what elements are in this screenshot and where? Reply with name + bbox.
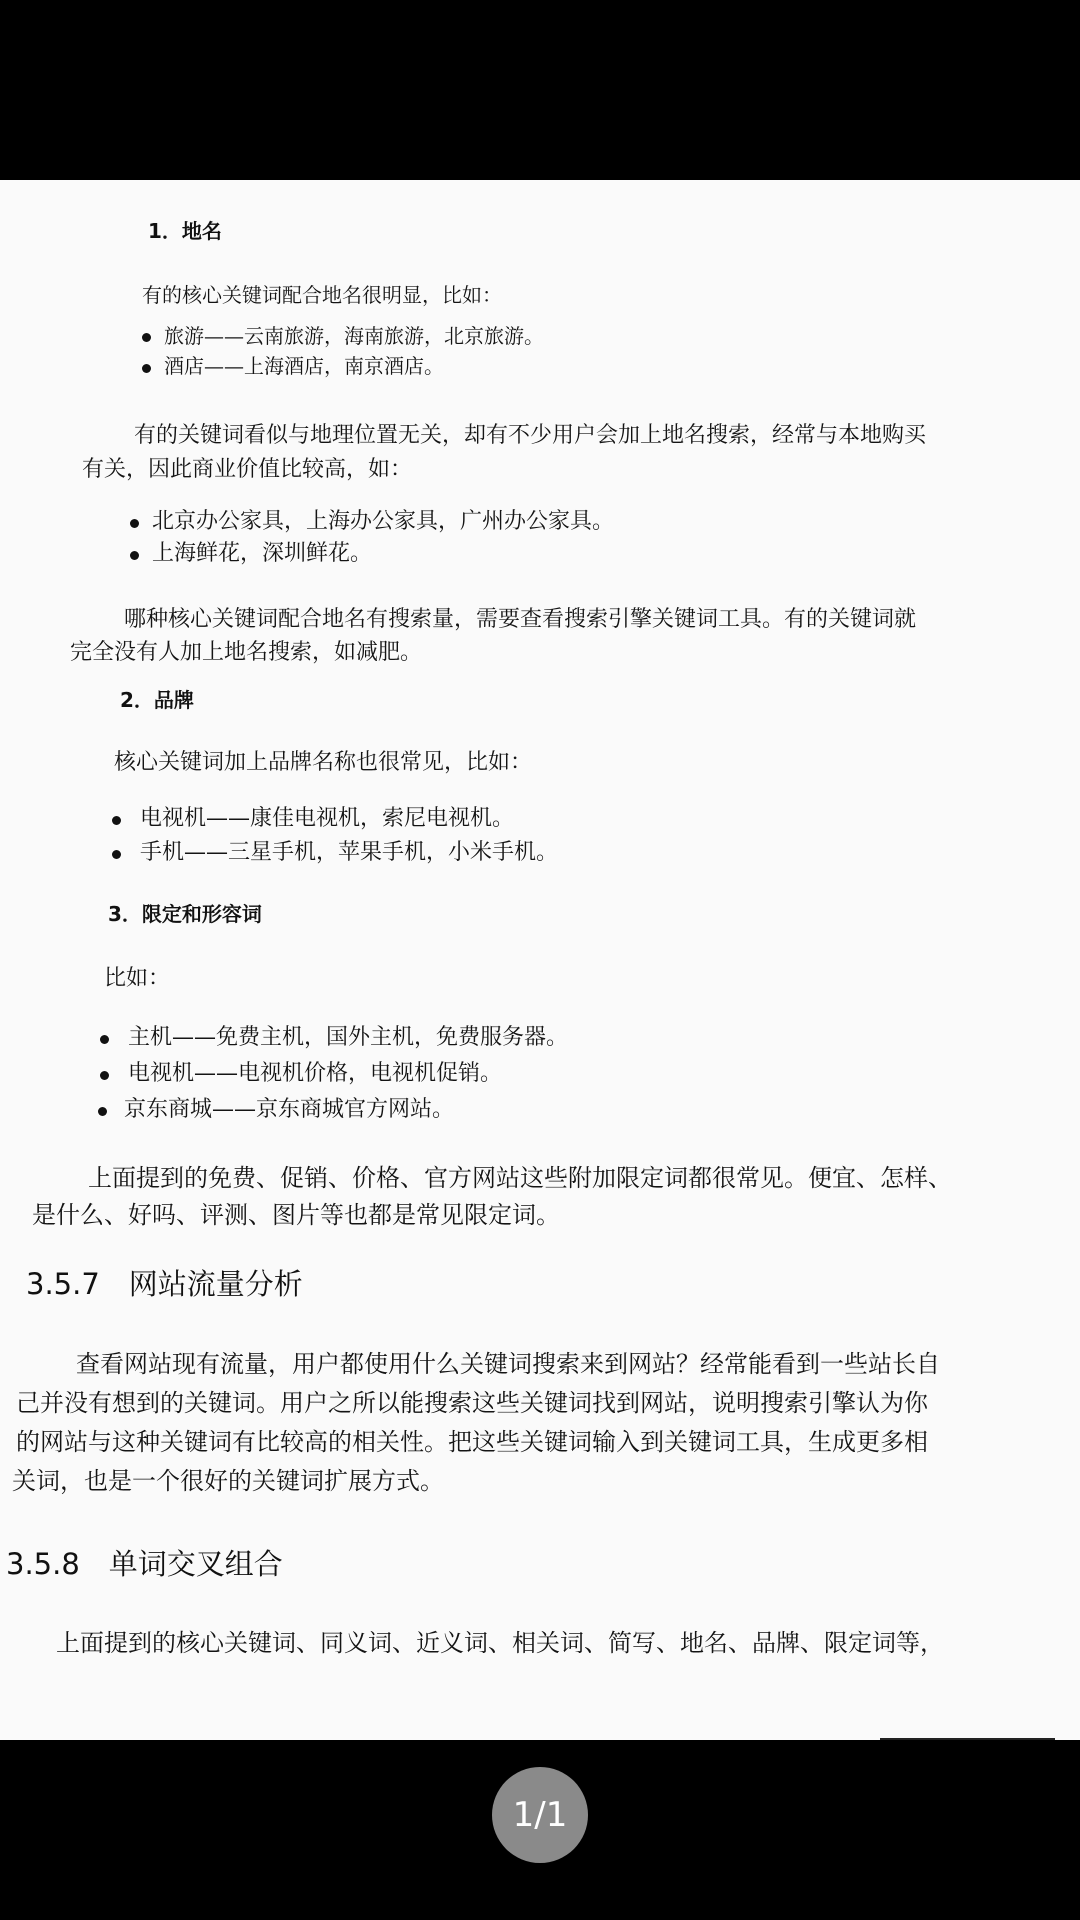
paragraph-line: 哪种核心关键词配合地名有搜索量，需要查看搜索引擎关键词工具。有的关键词就 xyxy=(124,607,917,632)
page-indicator[interactable]: 1/1 xyxy=(492,1767,588,1863)
paragraph-line: 有的核心关键词配合地名很明显，比如： xyxy=(142,283,502,307)
bullet-icon xyxy=(100,1071,109,1080)
paragraph-line: 核心关键词加上品牌名称也很常见，比如： xyxy=(114,750,533,775)
paragraph-line: 是什么、好吗、评测、图片等也都是常见限定词。 xyxy=(32,1201,560,1229)
paragraph-line: 比如： xyxy=(104,966,171,991)
list-item: 北京办公家具，上海办公家具，广州办公家具。 xyxy=(152,509,615,534)
list-item: 上海鲜花，深圳鲜花。 xyxy=(152,541,373,566)
list-item: 电视机——电视机价格，电视机促销。 xyxy=(128,1061,503,1086)
list-item: 旅游——云南旅游，海南旅游，北京旅游。 xyxy=(164,324,544,348)
bullet-icon xyxy=(130,551,139,560)
paragraph-line: 关词，也是一个很好的关键词扩展方式。 xyxy=(12,1467,444,1495)
list-item: 手机——三星手机，苹果手机，小米手机。 xyxy=(140,840,559,865)
bullet-icon xyxy=(130,519,139,528)
section-heading-357: 3.5.7 网站流量分析 xyxy=(26,1267,303,1301)
bullet-icon xyxy=(142,333,151,342)
subsection-title-qualifier: 3．限定和形容词 xyxy=(108,902,262,926)
page-bottom-rule xyxy=(880,1738,1055,1740)
bullet-icon xyxy=(112,850,121,859)
paragraph-line: 查看网站现有流量，用户都使用什么关键词搜索来到网站？经常能看到一些站长自 xyxy=(76,1350,940,1378)
paragraph-line: 的网站与这种关键词有比较高的相关性。把这些关键词输入到关键词工具，生成更多相 xyxy=(16,1428,928,1456)
paragraph-line: 有关，因此商业价值比较高，如： xyxy=(82,457,413,482)
document-page xyxy=(0,180,1080,1740)
list-item: 酒店——上海酒店，南京酒店。 xyxy=(164,354,444,378)
paragraph-line: 有的关键词看似与地理位置无关，却有不少用户会加上地名搜索，经常与本地购买 xyxy=(134,423,927,448)
bullet-icon xyxy=(142,364,151,373)
paragraph-line: 上面提到的核心关键词、同义词、近义词、相关词、简写、地名、品牌、限定词等， xyxy=(56,1629,944,1657)
paragraph-line: 上面提到的免费、促销、价格、官方网站这些附加限定词都很常见。便宜、怎样、 xyxy=(88,1164,952,1192)
list-item: 京东商城——京东商城官方网站。 xyxy=(124,1097,455,1122)
subsection-title-place: 1．地名 xyxy=(148,219,222,243)
bullet-icon xyxy=(112,816,121,825)
bullet-icon xyxy=(100,1035,109,1044)
list-item: 电视机——康佳电视机，索尼电视机。 xyxy=(140,806,515,831)
paragraph-line: 己并没有想到的关键词。用户之所以能搜索这些关键词找到网站，说明搜索引擎认为你 xyxy=(16,1389,928,1417)
list-item: 主机——免费主机，国外主机，免费服务器。 xyxy=(128,1025,569,1050)
section-heading-358: 3.5.8 单词交叉组合 xyxy=(6,1547,283,1581)
bullet-icon xyxy=(98,1107,107,1116)
subsection-title-brand: 2．品牌 xyxy=(120,688,194,712)
paragraph-line: 完全没有人加上地名搜索，如减肥。 xyxy=(70,640,423,665)
